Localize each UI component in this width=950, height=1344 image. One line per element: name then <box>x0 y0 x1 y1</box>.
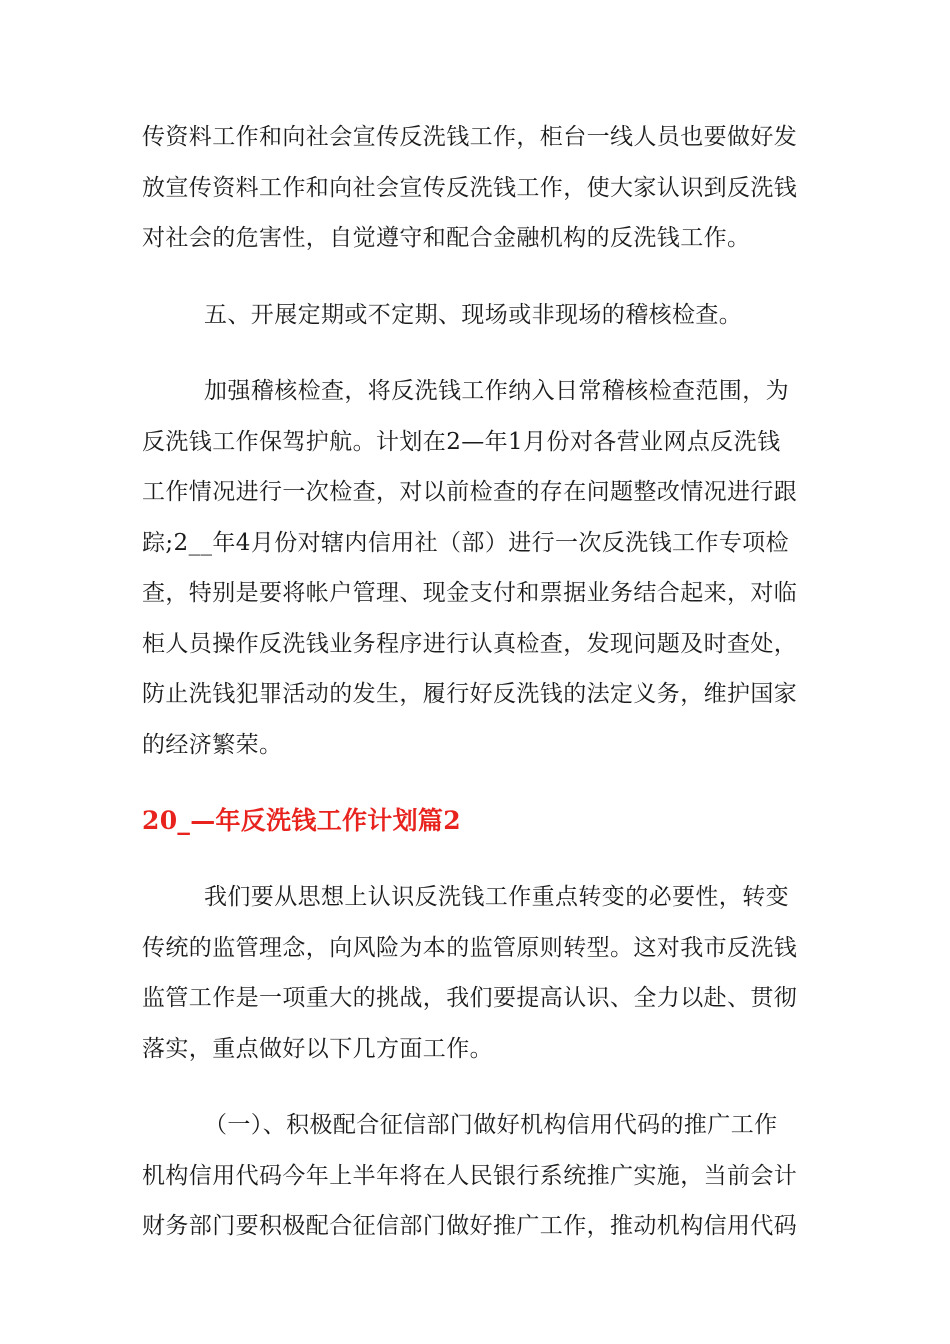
text-line: 机构信用代码今年上半年将在人民银行系统推广实施，当前会计 <box>142 1162 798 1189</box>
section-five-title <box>142 290 810 341</box>
text-line: 防止洗钱犯罪活动的发生，履行好反洗钱的法定义务，维护国家 <box>142 681 798 707</box>
text-line: 工作情况进行一次检查，对以前检查的存在问题整改情况进行跟 <box>142 479 798 505</box>
section-heading: 20_—年反洗钱工作计划篇2 <box>142 806 461 835</box>
text-line: （一）、积极配合征信部门做好机构信用代码的推广工作 <box>204 1112 778 1138</box>
paragraph-audit <box>142 366 810 770</box>
text-line: 查，特别是要将帐户管理、现金支付和票据业务结合起来，对临 <box>142 580 798 606</box>
paragraph-gap <box>142 340 810 366</box>
paragraph-credit-code <box>142 1100 810 1252</box>
paragraph-gap <box>142 846 810 872</box>
document-page <box>142 112 810 1252</box>
text-line: 踪;2__年4月份对辖内信用社（部）进行一次反洗钱工作专项检 <box>142 529 790 556</box>
text-line: 柜人员操作反洗钱业务程序进行认真检查，发现问题及时查处， <box>142 630 798 657</box>
text-line: 我们要从思想上认识反洗钱工作重点转变的必要性，转变 <box>204 884 789 910</box>
paragraph-intro <box>142 872 810 1074</box>
text-line: 放宣传资料工作和向社会宣传反洗钱工作，使大家认识到反洗钱 <box>142 174 798 201</box>
text-line: 财务部门要积极配合征信部门做好推广工作，推动机构信用代码 <box>142 1213 798 1239</box>
text-line: 对社会的危害性，自觉遵守和配合金融机构的反洗钱工作。 <box>142 225 751 251</box>
text-line: 传统的监管理念，向风险为本的监管原则转型。这对我市反洗钱 <box>142 934 798 961</box>
paragraph-publicity <box>142 112 810 264</box>
text-line: 的经济繁荣。 <box>142 731 283 758</box>
paragraph-gap <box>142 770 810 796</box>
text-line: 落实，重点做好以下几方面工作。 <box>142 1035 493 1062</box>
text-line: 监管工作是一项重大的挑战，我们要提高认识、全力以赴、贯彻 <box>142 985 798 1011</box>
text-line: 反洗钱工作保驾护航。计划在2—年1月份对各营业网点反洗钱 <box>142 428 781 455</box>
text-line: 加强稽核检查，将反洗钱工作纳入日常稽核检查范围，为 <box>204 378 789 404</box>
text-line: 五、开展定期或不定期、现场或非现场的稽核检查。 <box>204 301 743 328</box>
paragraph-gap <box>142 1074 810 1100</box>
paragraph-gap <box>142 264 810 290</box>
text-line: 传资料工作和向社会宣传反洗钱工作，柜台一线人员也要做好发 <box>142 124 798 150</box>
